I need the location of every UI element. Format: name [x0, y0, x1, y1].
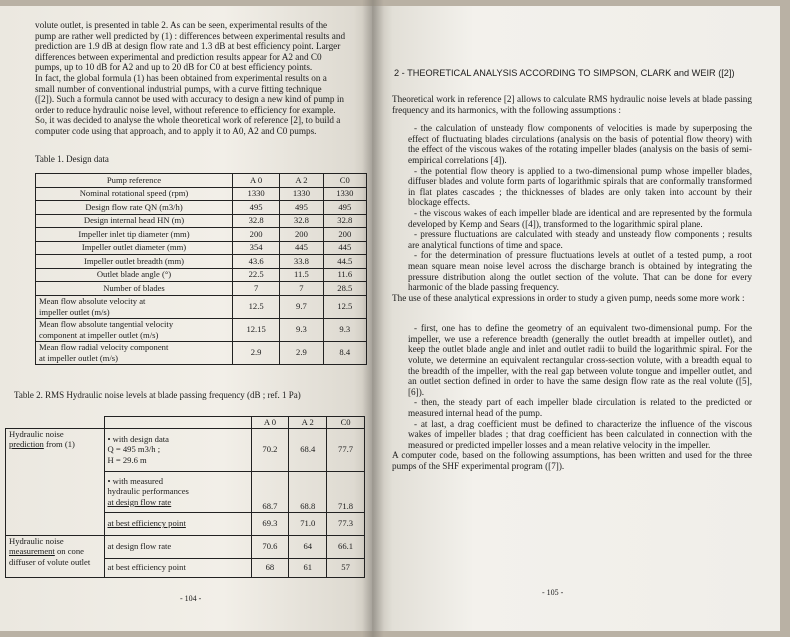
- table-header-cell: C0: [323, 174, 366, 188]
- table-cell: 12.5: [233, 295, 280, 318]
- table-cell: 200: [323, 228, 366, 242]
- table-cell: Design internal head HN (m): [36, 214, 233, 228]
- list-item: - at last, a drag coefficient must be defined to characterize the influence of the viscous wakes of impeller blades ; that drag coefficient has been calculated in connection with the measured or predicted impeller losses and a mean relative velocity in the impeller.: [408, 418, 752, 450]
- table-cell: Design flow rate QN (m3/h): [36, 201, 233, 215]
- text-line: computer code using that approach, and to apply it to A0, A2 and C0 pumps.: [35, 125, 317, 136]
- cell-line: at impeller outlet (m/s): [39, 352, 118, 363]
- table-cell: 64: [289, 535, 327, 558]
- table-header-cell: C0: [327, 417, 365, 429]
- table-cell: 44.5: [323, 255, 366, 269]
- table-cell: 69.3: [251, 512, 289, 535]
- table-cell: 1330: [280, 187, 323, 201]
- cell-line: component at impeller outlet (m/s): [39, 329, 159, 340]
- table-row: [6, 428, 365, 471]
- table-header-cell: A 2: [289, 417, 327, 429]
- right-body-text: [392, 94, 752, 472]
- cell-line: Mean flow absolute tangential velocity: [39, 318, 174, 329]
- paragraph: The use of these analytical expressions in order to study a given pump, needs some more work :: [392, 292, 745, 303]
- table-header-cell: A 2: [280, 174, 323, 188]
- cell-line: hydraulic performances: [107, 486, 189, 497]
- table-cell: 77.3: [327, 512, 365, 535]
- table-header-cell: [6, 417, 105, 429]
- list-item: - the calculation of unsteady flow components of velocities is made by superposing the effect of fluctuating blades circulations (analysis on the basis of potential flow theory) with the effect of the viscous wakes of the rotating impeller blades (analysis on the basis of semi-empirical correlations [4]).: [408, 123, 752, 165]
- cell-line: at best efficiency point: [107, 518, 186, 529]
- right-page: [372, 6, 780, 631]
- table-cell: 71.8: [327, 471, 365, 512]
- table-cell: 32.8: [323, 214, 366, 228]
- table-cell: 70.6: [251, 535, 289, 558]
- table-row: [36, 341, 367, 364]
- text-line: volute outlet, is presented in table 2. As can be seen, experimental results of the: [35, 20, 328, 30]
- table-cell: Impeller inlet tip diameter (mm): [36, 228, 233, 242]
- text-line: pumps, up to 10 dB for A2 and up to 20 dB for C0 at best efficiency points.: [35, 62, 313, 73]
- text-line: order to reduce hydraulic noise level, without reference to efficiency for example.: [35, 104, 336, 115]
- table-header-cell: [104, 417, 251, 429]
- table-cell: 32.8: [280, 214, 323, 228]
- table-cell: at design flow rate: [104, 535, 251, 558]
- text-line: differences between experimental and prediction results appear for A2 and C0: [35, 51, 322, 62]
- cell-line: H = 29.6 m: [107, 454, 147, 465]
- table-cell: • with measured hydraulic performances at design flow rate: [104, 471, 251, 512]
- table-cell: 28.5: [323, 282, 366, 296]
- cell-line: prediction: [9, 439, 44, 449]
- list-item: - first, one has to define the geometry of an equivalent two-dimensional pump. For the impeller, we use a reference breadth (generally the outlet breadth at impeller outlet), and keep the outlet blade angle and inlet and outlet radii to build the logarithmic spiral. For the volute, we determine an equivalent rectangular cross-section volute, with a breadth equal to the breadth of the impeller, with the real gap between volute tongue and impeller outlet, and an outlet section defined in order to have the same design flow rate as the real volute ([5], [6]).: [408, 323, 752, 397]
- table-cell: 32.8: [233, 214, 280, 228]
- prediction-group-label: [6, 428, 105, 535]
- list-item: - then, the steady part of each impeller blade circulation is related to the predicted or measured internal head of the pump.: [408, 397, 752, 419]
- table-row: [36, 201, 367, 215]
- table-row: [36, 282, 367, 296]
- table-row: [36, 187, 367, 201]
- table-cell: at best efficiency point: [104, 558, 251, 577]
- table-cell: Outlet blade angle (°): [36, 268, 233, 282]
- table-cell: 495: [233, 201, 280, 215]
- table-cell: 57: [327, 558, 365, 577]
- table-cell: [36, 341, 233, 364]
- noise-levels-table: [5, 416, 365, 578]
- section-heading: 2 - THEORETICAL ANALYSIS ACCORDING TO SIMPSON, CLARK and WEIR ([2]): [394, 68, 735, 78]
- table-cell: 77.7: [327, 428, 365, 471]
- cell-line: with measured: [112, 475, 164, 486]
- table-cell: 61: [289, 558, 327, 577]
- table-cell: 66.1: [327, 535, 365, 558]
- table-cell: 33.8: [280, 255, 323, 269]
- cell-line: Hydraulic noise: [9, 535, 64, 546]
- table-cell: 12.5: [323, 295, 366, 318]
- table-header-cell: A 0: [251, 417, 289, 429]
- table-cell: 9.3: [323, 318, 366, 341]
- list-item: - for the determination of pressure fluctuations levels at outlet of a tested pump, a root mean square mean noise level across the discharge branch is obtained by integrating the pressure distribution along the outlet section of the volute. That can be done for every harmonic of the blade passing frequency.: [408, 250, 752, 293]
- table-cell: Impeller outlet breadth (mm): [36, 255, 233, 269]
- table-row: [36, 295, 367, 318]
- table-cell: 12.15: [233, 318, 280, 341]
- text-line: pump are rather well predicted by (1) : differences between experimental results and: [35, 30, 346, 41]
- table-cell: 71.0: [289, 512, 327, 535]
- table-cell: 354: [233, 241, 280, 255]
- table-cell: 495: [280, 201, 323, 215]
- left-intro-paragraph: [35, 20, 367, 137]
- cell-line: from (1): [46, 439, 75, 449]
- text-line: So, it was decided to analyse the whole theoretical work of reference [2], to build a: [35, 115, 341, 126]
- table-cell: 7: [280, 282, 323, 296]
- table-header-row: [36, 174, 367, 188]
- table-cell: 495: [323, 201, 366, 215]
- table-row: [36, 268, 367, 282]
- table-cell: 1330: [323, 187, 366, 201]
- table-cell: [36, 318, 233, 341]
- cell-line: Mean flow radial velocity component: [39, 341, 169, 352]
- paragraph: Theoretical work in reference [2] allows to calculate RMS hydraulic noise levels at blade passing frequency and its harmonics, with the following assumptions :: [392, 94, 752, 115]
- cell-line: on cone: [56, 546, 84, 556]
- table-cell: 2.9: [233, 341, 280, 364]
- table-cell: 70.2: [251, 428, 289, 471]
- table2-caption: Table 2. RMS Hydraulic noise levels at blade passing frequency (dB ; ref. 1 Pa): [14, 390, 301, 400]
- table-cell: 22.5: [233, 268, 280, 282]
- table-cell: Number of blades: [36, 282, 233, 296]
- table-cell: 445: [323, 241, 366, 255]
- table-cell: 68.4: [289, 428, 327, 471]
- table1-caption: Table 1. Design data: [35, 154, 109, 164]
- table-cell: 11.5: [280, 268, 323, 282]
- table-row: [36, 318, 367, 341]
- design-data-table: [35, 173, 367, 365]
- cell-line: with design data: [112, 433, 169, 444]
- cell-line: diffuser of volute outlet: [9, 556, 91, 567]
- measurement-group-label: [6, 535, 105, 577]
- table-cell: 9.3: [280, 318, 323, 341]
- table-cell: 8.4: [323, 341, 366, 364]
- text-line: In fact, the global formula (1) has been obtained from experimental results on a: [35, 72, 327, 83]
- table-cell: 7: [233, 282, 280, 296]
- cell-line: impeller outlet (m/s): [39, 306, 110, 317]
- table-row: [36, 214, 367, 228]
- book-spine-shadow: [362, 0, 384, 637]
- table-cell: [36, 295, 233, 318]
- table-row: [36, 255, 367, 269]
- cell-line: Q = 495 m3/h ;: [107, 444, 161, 455]
- right-page-number: - 105 -: [542, 588, 564, 597]
- paragraph: A computer code, based on the following assumptions, has been written and used for the three pumps of the SHF experimental program ([7]).: [392, 450, 752, 471]
- table-cell: Nominal rotational speed (rpm): [36, 187, 233, 201]
- table-cell: 68: [251, 558, 289, 577]
- table-row: [36, 241, 367, 255]
- left-page: [0, 6, 372, 631]
- table-cell: 200: [233, 228, 280, 242]
- table-cell: 2.9: [280, 341, 323, 364]
- text-line: small number of conventional industrial pumps, with a curve fitting technique: [35, 83, 322, 94]
- list-item: - the potential flow theory is applied to a two-dimensional pump whose impeller blades, diffuser blades and volute form parts of logarithmic spirals that are conformally transformed in flat plates cascades ; the thicknesses of blades are only taken into account by their blockage effects.: [408, 165, 752, 208]
- list-item: - the viscous wakes of each impeller blade are identical and are represented by the formula developed by Kemp and Sears ([4]), transformed to the logarithmic spiral plane.: [408, 207, 752, 229]
- table-cell: 9.7: [280, 295, 323, 318]
- cell-line: at design flow rate: [107, 496, 172, 507]
- table-cell: 445: [280, 241, 323, 255]
- table-cell: 68.7: [251, 471, 289, 512]
- table-cell: 11.6: [323, 268, 366, 282]
- table-cell: [104, 512, 251, 535]
- table-header-row: [6, 417, 365, 429]
- table-row: [36, 228, 367, 242]
- table-cell: • with design data Q = 495 m3/h ; H = 29.6 m: [104, 428, 251, 471]
- cell-line: measurement: [9, 546, 55, 556]
- list-item: - pressure fluctuations are calculated with steady and unsteady flow components ; results are analytical functions of time and space.: [408, 229, 752, 250]
- text-line: prediction are 1.9 dB at design flow rate and 1.3 dB at best efficiency point. Larger: [35, 41, 341, 52]
- table-cell: 200: [280, 228, 323, 242]
- table-cell: Impeller outlet diameter (mm): [36, 241, 233, 255]
- table-cell: 43.6: [233, 255, 280, 269]
- table-row: [6, 535, 365, 558]
- table-header-cell: Pump reference: [36, 174, 233, 188]
- table-cell: 1330: [233, 187, 280, 201]
- table-header-cell: A 0: [233, 174, 280, 188]
- table-cell: 68.8: [289, 471, 327, 512]
- cell-line: Mean flow absolute velocity at: [39, 295, 146, 306]
- left-page-number: - 104 -: [180, 594, 202, 603]
- cell-line: Hydraulic noise: [9, 428, 64, 439]
- text-line: ([2]). Such a formula cannot be used with accuracy to design a new kind of pump in: [35, 94, 344, 105]
